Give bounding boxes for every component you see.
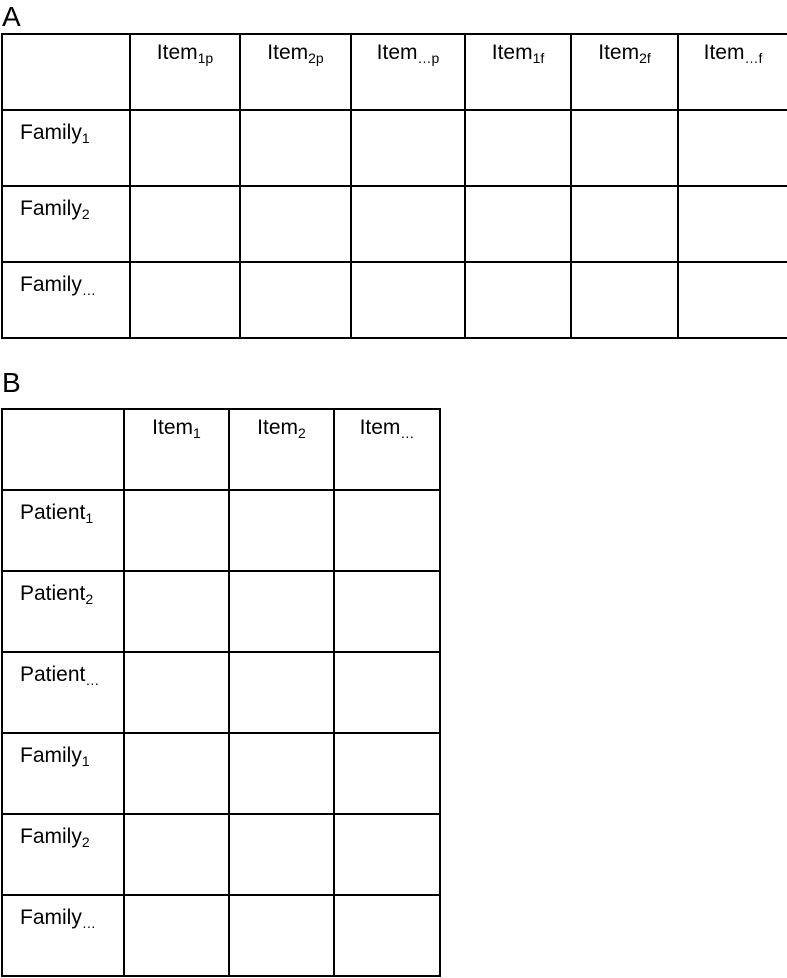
panel-a-table bbox=[1, 33, 787, 339]
panel-a-cell bbox=[678, 186, 787, 262]
panel-b-row-header: Family$_2$ bbox=[2, 814, 124, 895]
panel-b-row-header: Family$_\dots$ bbox=[2, 895, 124, 976]
panel-b-table bbox=[1, 408, 441, 977]
panel-b-cell bbox=[229, 490, 334, 571]
panel-a-col-header: Item$_{\dots f}$ bbox=[678, 34, 787, 110]
panel-b-cell bbox=[334, 895, 440, 976]
panel-b-col-header: Item$_2$ bbox=[229, 409, 334, 490]
panel-b-cell bbox=[334, 733, 440, 814]
panel-b-corner-cell bbox=[2, 409, 124, 490]
panel-a-cell bbox=[351, 186, 465, 262]
panel-b-cell bbox=[229, 733, 334, 814]
panel-a-cell bbox=[465, 262, 571, 338]
panel-a-cell bbox=[130, 110, 240, 186]
panel-b-cell bbox=[124, 814, 229, 895]
panel-a-col-header: Item$_{2p}$ bbox=[240, 34, 351, 110]
panel-a-col-header: Item$_{\dots p}$ bbox=[351, 34, 465, 110]
table-row bbox=[2, 110, 787, 186]
panel-b-cell bbox=[124, 733, 229, 814]
panel-b-label: B bbox=[2, 367, 21, 398]
panel-a-row-header: Family$_1$ bbox=[2, 110, 130, 186]
panel-a-cell bbox=[465, 186, 571, 262]
panel-b-cell bbox=[124, 895, 229, 976]
panel-b-cell bbox=[124, 652, 229, 733]
panel-b-cell bbox=[229, 895, 334, 976]
panel-a-cell bbox=[678, 110, 787, 186]
panel-a-cell bbox=[130, 262, 240, 338]
table-row bbox=[2, 262, 787, 338]
panel-a-cell bbox=[240, 262, 351, 338]
panel-a-cell bbox=[571, 110, 678, 186]
panel-a-cell bbox=[240, 110, 351, 186]
panel-b-cell bbox=[229, 814, 334, 895]
panel-a-row-header: Family$_2$ bbox=[2, 186, 130, 262]
panel-a-cell bbox=[678, 262, 787, 338]
panel-a-cell bbox=[130, 186, 240, 262]
panel-b-cell bbox=[334, 652, 440, 733]
panel-a-row-header: Family$_\dots$ bbox=[2, 262, 130, 338]
panel-a-corner-cell bbox=[2, 34, 130, 110]
panel-b-cell bbox=[229, 652, 334, 733]
panel-b-cell bbox=[334, 571, 440, 652]
panel-b-row-header: Family$_1$ bbox=[2, 733, 124, 814]
panel-b-cell bbox=[334, 814, 440, 895]
panel-a-col-header: Item$_{1f}$ bbox=[465, 34, 571, 110]
panel-a-cell bbox=[351, 262, 465, 338]
panel-b-cell bbox=[124, 571, 229, 652]
panel-b-row-header: Patient$_2$ bbox=[2, 571, 124, 652]
panel-b-cell bbox=[334, 490, 440, 571]
panel-a-col-header: Item$_{2f}$ bbox=[571, 34, 678, 110]
table-row bbox=[2, 814, 440, 895]
table-row bbox=[2, 186, 787, 262]
panel-b-col-header: Item$_\dots$ bbox=[334, 409, 440, 490]
panel-a-cell bbox=[571, 262, 678, 338]
table-row bbox=[2, 733, 440, 814]
panel-a-col-header: Item$_{1p}$ bbox=[130, 34, 240, 110]
panel-a-cell bbox=[465, 110, 571, 186]
table-row bbox=[2, 490, 440, 571]
panel-a-cell bbox=[351, 110, 465, 186]
panel-b-cell bbox=[229, 571, 334, 652]
panel-a-cell bbox=[240, 186, 351, 262]
panel-a-header-row bbox=[2, 34, 787, 110]
panel-b-col-header: Item$_1$ bbox=[124, 409, 229, 490]
table-row bbox=[2, 571, 440, 652]
panel-b-cell bbox=[124, 490, 229, 571]
table-row bbox=[2, 895, 440, 976]
panel-a-label: A bbox=[2, 1, 21, 32]
table-row bbox=[2, 652, 440, 733]
panel-b-row-header: Patient$_\dots$ bbox=[2, 652, 124, 733]
panel-a-cell bbox=[571, 186, 678, 262]
panel-b-row-header: Patient$_1$ bbox=[2, 490, 124, 571]
panel-b-header-row bbox=[2, 409, 440, 490]
